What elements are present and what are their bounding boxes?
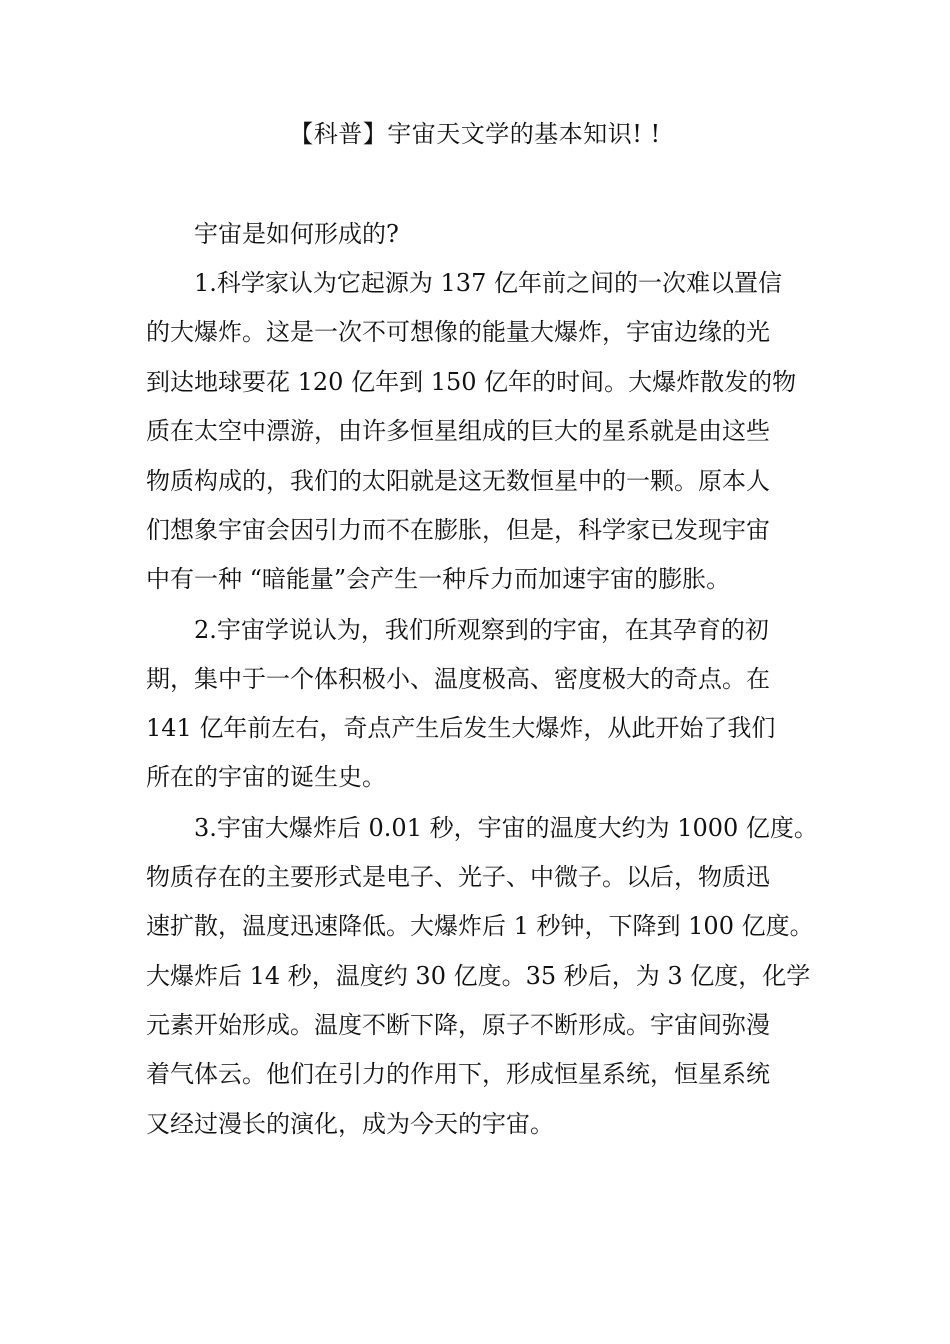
paragraph-line: 到达地球要花 120 亿年到 150 亿年的时间。大爆炸散发的物 — [146, 368, 797, 396]
section-heading: 宇宙是如何形成的? — [194, 220, 399, 248]
paragraph-line: 大爆炸后 14 秒，温度约 30 亿度。35 秒后，为 3 亿度，化学 — [146, 962, 811, 990]
paragraph-line: 3.宇宙大爆炸后 0.01 秒，宇宙的温度大约为 1000 亿度。 — [194, 814, 818, 842]
paragraph-line: 物质构成的，我们的太阳就是这无数恒星中的一颗。原本人 — [146, 467, 770, 495]
paragraph-line: 质在太空中漂游，由许多恒星组成的巨大的星系就是由这些 — [146, 417, 770, 445]
paragraph-line: 中有一种 “暗能量”会产生一种斥力而加速宇宙的膨胀。 — [146, 565, 731, 593]
document-title: 【科普】宇宙天文学的基本知识! ! — [289, 120, 661, 148]
paragraph-line: 141 亿年前左右，奇点产生后发生大爆炸，从此开始了我们 — [146, 714, 776, 742]
paragraph-line: 元素开始形成。温度不断下降，原子不断形成。宇宙间弥漫 — [146, 1011, 770, 1039]
paragraph-line: 着气体云。他们在引力的作用下，形成恒星系统，恒星系统 — [146, 1060, 770, 1088]
paragraph-line: 所在的宇宙的诞生史。 — [146, 763, 386, 791]
paragraph-line: 物质存在的主要形式是电子、光子、中微子。以后，物质迅 — [146, 863, 770, 891]
paragraph-line: 的大爆炸。这是一次不可想像的能量大爆炸，宇宙边缘的光 — [146, 318, 770, 346]
paragraph-line: 期，集中于一个体积极小、温度极高、密度极大的奇点。在 — [146, 665, 770, 693]
paragraph-line: 2.宇宙学说认为，我们所观察到的宇宙，在其孕育的初 — [194, 616, 769, 644]
paragraph-line: 又经过漫长的演化，成为今天的宇宙。 — [146, 1110, 554, 1138]
paragraph-line: 1.科学家认为它起源为 137 亿年前之间的一次难以置信 — [194, 269, 782, 297]
paragraph-line: 速扩散，温度迅速降低。大爆炸后 1 秒钟，下降到 100 亿度。 — [146, 912, 814, 940]
paragraph-line: 们想象宇宙会因引力而不在膨胀，但是，科学家已发现宇宙 — [146, 516, 770, 544]
